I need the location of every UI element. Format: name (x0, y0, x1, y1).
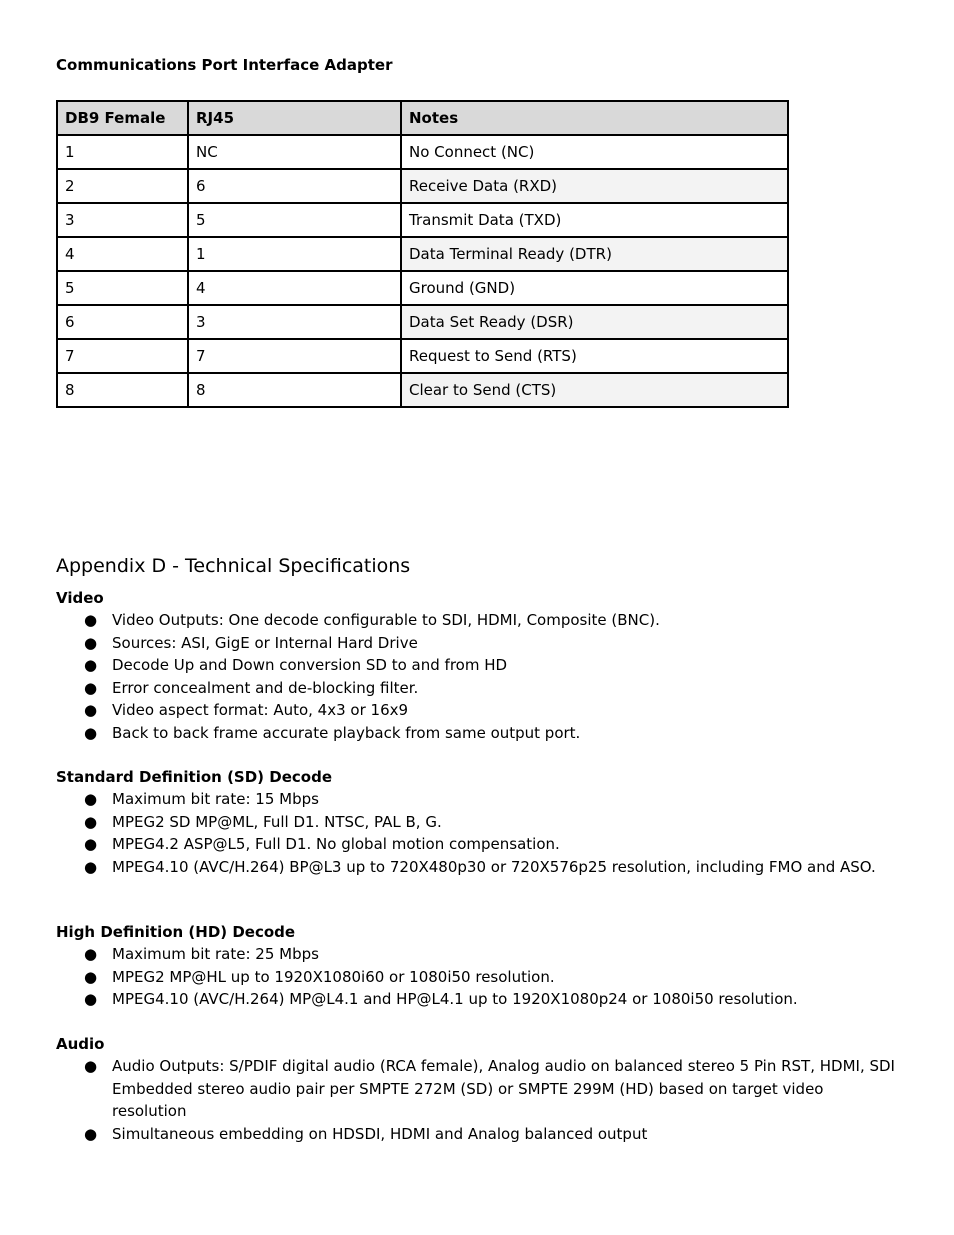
header-notes: Notes (401, 101, 788, 135)
list-item: ● Maximum bit rate: 15 Mbps (56, 788, 896, 811)
section-hd-decode (56, 921, 896, 1011)
cell-notes: Request to Send (RTS) (401, 339, 788, 373)
table-row (57, 169, 788, 203)
table-row (57, 203, 788, 237)
bullet-icon: ● (84, 1124, 98, 1143)
cell-notes: Clear to Send (CTS) (401, 373, 788, 407)
cell-db9: 6 (57, 305, 188, 339)
list-item: ● Sources: ASI, GigE or Internal Hard Drive (56, 632, 896, 655)
table-row (57, 237, 788, 271)
list-item: ● Back to back frame accurate playback from same output port. (56, 722, 896, 745)
cell-db9: 7 (57, 339, 188, 373)
list-item: ● MPEG4.10 (AVC/H.264) MP@L4.1 and HP@L4.1 up to 1920X1080p24 or 1080i50 resolution. (56, 988, 896, 1011)
bullet-icon: ● (84, 812, 98, 831)
cell-rj45: NC (188, 135, 401, 169)
bullet-icon: ● (84, 835, 98, 853)
cell-db9: 5 (57, 271, 188, 305)
cell-db9: 3 (57, 203, 188, 237)
cell-rj45: 3 (188, 305, 401, 339)
section-title: Video (56, 589, 104, 607)
bullet-list (56, 943, 896, 1011)
cell-notes: Data Terminal Ready (DTR) (401, 237, 788, 271)
list-item: ● Video aspect format: Auto, 4x3 or 16x9 (56, 699, 896, 722)
cell-db9: 1 (57, 135, 188, 169)
list-item: ● Decode Up and Down conversion SD to and from HD (56, 654, 896, 677)
cell-rj45: 1 (188, 237, 401, 271)
bullet-list (56, 609, 896, 744)
list-item: ● MPEG2 MP@HL up to 1920X1080i60 or 1080i50 resolution. (56, 966, 896, 989)
cell-notes: Transmit Data (TXD) (401, 203, 788, 237)
list-item: ● MPEG4.10 (AVC/H.264) BP@L3 up to 720X480p30 or 720X576p25 resolution, including FMO and ASO. (56, 856, 896, 879)
section-title: Standard Definition (SD) Decode (56, 768, 332, 786)
table-row (57, 271, 788, 305)
cell-notes: No Connect (NC) (401, 135, 788, 169)
appendix-title: Appendix D - Technical Specifications (56, 555, 411, 577)
section-title: High Definition (HD) Decode (56, 923, 296, 941)
section-title: Audio (56, 1035, 105, 1053)
bullet-icon: ● (84, 790, 98, 808)
bullet-icon: ● (84, 656, 98, 674)
list-item: ● Video Outputs: One decode configurable to SDI, HDMI, Composite (BNC). (56, 609, 896, 632)
bullet-icon: ● (84, 967, 98, 986)
table-heading: Communications Port Interface Adapter (56, 56, 393, 74)
cell-rj45: 4 (188, 271, 401, 305)
cell-rj45: 5 (188, 203, 401, 237)
cell-rj45: 7 (188, 339, 401, 373)
bullet-icon: ● (84, 611, 98, 629)
section-audio (56, 1033, 896, 1145)
bullet-icon: ● (84, 678, 98, 697)
bullet-icon: ● (84, 990, 98, 1008)
list-item: ● Audio Outputs: S/PDIF digital audio (RCA female), Analog audio on balanced stereo 5 Pin RST, HDMI, SDI Embedded stereo audio pair per SMPTE 272M (SD) or SMPTE 299M (HD) based on target video resolution (84, 1057, 895, 1120)
section-sd-decode (56, 766, 896, 878)
list-item: ● MPEG4.2 ASP@L5, Full D1. No global motion compensation. (56, 833, 896, 856)
table-row (57, 135, 788, 169)
table-row (57, 305, 788, 339)
bullet-icon: ● (84, 857, 98, 876)
cell-db9: 2 (57, 169, 188, 203)
section-video (56, 587, 896, 744)
table-row (57, 373, 788, 407)
list-item: ● Error concealment and de-blocking filter. (56, 677, 896, 700)
cell-rj45: 6 (188, 169, 401, 203)
cell-notes: Ground (GND) (401, 271, 788, 305)
list-item: ● MPEG2 SD MP@ML, Full D1. NTSC, PAL B, G. (56, 811, 896, 834)
bullet-icon: ● (84, 633, 98, 652)
bullet-list (56, 788, 896, 878)
table-header-row (57, 101, 788, 135)
bullet-icon: ● (84, 1057, 98, 1075)
list-item: ● Maximum bit rate: 25 Mbps (56, 943, 896, 966)
table-row (57, 339, 788, 373)
bullet-icon: ● (84, 723, 98, 742)
cell-notes: Data Set Ready (DSR) (401, 305, 788, 339)
header-db9: DB9 Female (57, 101, 188, 135)
pinout-table (56, 100, 789, 408)
bullet-icon: ● (84, 701, 98, 719)
cell-notes: Receive Data (RXD) (401, 169, 788, 203)
bullet-list (56, 1055, 896, 1145)
bullet-icon: ● (84, 945, 98, 963)
list-item: ● Simultaneous embedding on HDSDI, HDMI and Analog balanced output (56, 1123, 896, 1146)
header-rj45: RJ45 (188, 101, 401, 135)
cell-rj45: 8 (188, 373, 401, 407)
cell-db9: 8 (57, 373, 188, 407)
cell-db9: 4 (57, 237, 188, 271)
